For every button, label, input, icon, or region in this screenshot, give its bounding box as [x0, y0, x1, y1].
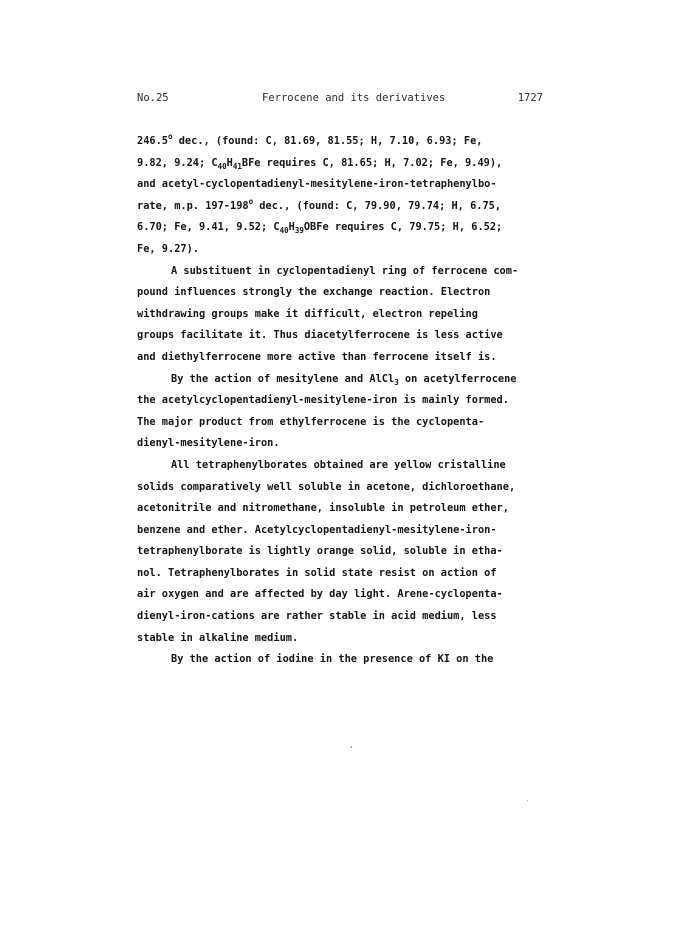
- paragraph-2-line-5: and diethylferrocene more active than ferrocene itself is.: [137, 350, 497, 363]
- paragraph-2-line-3: withdrawing groups make it difficult, electron repeling: [137, 307, 478, 320]
- paragraph-3-line-1: By the action of mesitylene and AlCl$_3$ on acetylferrocene: [171, 372, 517, 387]
- text-line-1: 246.5$^o$ dec., (found: C, 81.69, 81.55; H, 7.10, 6.93; Fe,: [137, 132, 483, 147]
- running-title: Ferrocene and its derivatives: [262, 92, 446, 104]
- text-line-2: 9.82, 9.24; $C_{40}H_{41}BFe$ requires C, 81.65; H, 7.02; Fe, 9.49),: [137, 156, 503, 171]
- formula-alcl3: AlCl$_3$: [369, 372, 399, 387]
- text-line-4: rate, m.p. 197-198$^o$ dec., (found: C, 79.90, 79.74; H, 6.75,: [137, 196, 502, 212]
- paragraph-4-line-5: tetraphenylborate is lightly orange solid, soluble in etha-: [137, 545, 503, 558]
- paragraph-3-line-4: dienyl-mesitylene-iron.: [137, 437, 280, 450]
- running-header: [137, 92, 543, 108]
- paragraph-3-line-3: The major product from ethylferrocene is the cyclopenta-: [137, 415, 485, 428]
- paragraph-4-line-4: benzene and ether. Acetylcyclopentadienyl-mesitylene-iron-: [137, 523, 497, 536]
- paragraph-3-line-2: the acetylcyclopentadienyl-mesitylene-iron is mainly formed.: [137, 394, 509, 407]
- paragraph-4-line-9: stable in alkaline medium.: [137, 631, 299, 644]
- paragraph-2-line-4: groups facilitate it. Thus diacetylferrocene is less active: [137, 329, 503, 342]
- page-number: 1727: [517, 92, 543, 104]
- text-line-6: Fe, 9.27).: [137, 242, 199, 255]
- scan-speck: [350, 746, 352, 748]
- paragraph-4-line-8: dienyl-iron-cations are rather stable in acid medium, less: [137, 610, 497, 623]
- journal-number: No.25: [137, 92, 169, 104]
- paragraph-2-line-1: A substituent in cyclopentadienyl ring of ferrocene com-: [171, 264, 519, 277]
- paragraph-4-line-3: acetonitrile and nitromethane, insoluble in petroleum ether,: [137, 502, 509, 515]
- scan-speck: [527, 800, 528, 801]
- paragraph-4-line-2: solids comparatively well soluble in acetone, dichloroethane,: [137, 480, 516, 493]
- text-line-3: and acetyl-cyclopentadienyl-mesitylene-iron-tetraphenylbo-: [137, 178, 497, 191]
- paragraph-4-line-6: nol. Tetraphenylborates in solid state resist on action of: [137, 566, 497, 579]
- formula-c40h41bfe: $C_{40}H_{41}BFe$: [211, 156, 261, 171]
- paragraph-4-line-1: All tetraphenylborates obtained are yellow cristalline: [171, 458, 506, 471]
- paragraph-5-line-1: By the action of iodine in the presence of KI on the: [171, 653, 494, 666]
- body-text: [137, 131, 543, 671]
- paragraph-4-line-7: air oxygen and are affected by day light. Arene-cyclopenta-: [137, 588, 503, 601]
- formula-c40h39obfe: $C_{40}H_{39}OBFe$: [273, 221, 329, 236]
- paragraph-2-line-2: pound influences strongly the exchange reaction. Electron: [137, 286, 491, 299]
- text-line-5: 6.70; Fe, 9.41, 9.52; $C_{40}H_{39}OBFe$ requires C, 79.75; H, 6.52;: [137, 221, 503, 236]
